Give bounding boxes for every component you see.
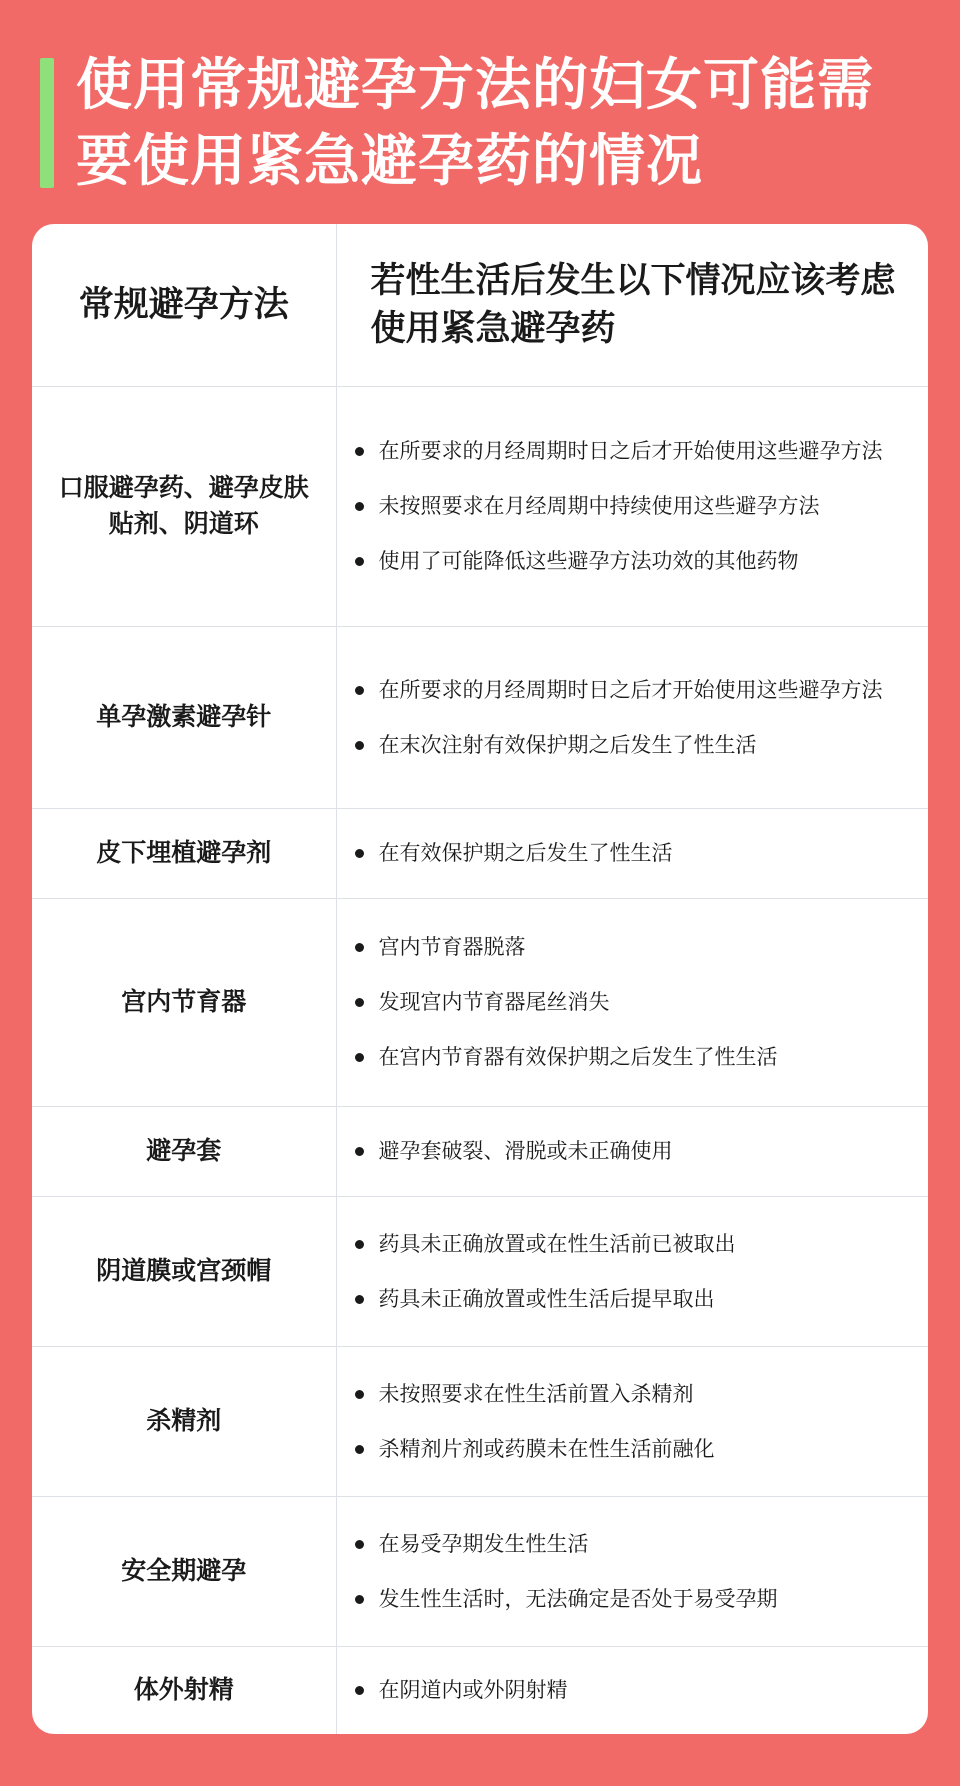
situation-item: 药具未正确放置或性生活后提早取出 [355, 1284, 909, 1314]
situations-cell [336, 386, 928, 626]
situation-list [355, 675, 909, 760]
method-cell: 口服避孕药、避孕皮肤贴剂、阴道环 [32, 386, 336, 626]
table-row [32, 386, 928, 626]
header-method: 常规避孕方法 [32, 224, 336, 386]
table-row [32, 1196, 928, 1346]
table-row [32, 626, 928, 808]
table-row [32, 1106, 928, 1196]
situations-cell [336, 1346, 928, 1496]
method-cell: 阴道膜或宫颈帽 [32, 1196, 336, 1346]
table-row [32, 1496, 928, 1646]
content-card [32, 224, 928, 1734]
situations-cell [336, 1196, 928, 1346]
situation-item: 发生性生活时，无法确定是否处于易受孕期 [355, 1584, 909, 1614]
table-header-row [32, 224, 928, 386]
page-title: 使用常规避孕方法的妇女可能需要使用紧急避孕药的情况 [76, 53, 874, 194]
method-cell: 杀精剂 [32, 1346, 336, 1496]
situation-list [355, 838, 909, 868]
situations-cell [336, 808, 928, 898]
contraception-table [32, 224, 928, 1734]
situations-cell [336, 1106, 928, 1196]
method-cell: 避孕套 [32, 1106, 336, 1196]
situation-item: 在阴道内或外阴射精 [355, 1675, 909, 1705]
situation-list [355, 1675, 909, 1705]
method-cell: 体外射精 [32, 1646, 336, 1734]
situation-item: 杀精剂片剂或药膜未在性生活前融化 [355, 1434, 909, 1464]
title-accent-bar [40, 58, 54, 188]
situation-item: 宫内节育器脱落 [355, 932, 909, 962]
situation-item: 在有效保护期之后发生了性生活 [355, 838, 909, 868]
title-block [40, 48, 920, 198]
situation-item: 在易受孕期发生性生活 [355, 1529, 909, 1559]
situations-cell [336, 626, 928, 808]
situation-item: 避孕套破裂、滑脱或未正确使用 [355, 1136, 909, 1166]
method-cell: 宫内节育器 [32, 898, 336, 1106]
situation-item: 药具未正确放置或在性生活前已被取出 [355, 1229, 909, 1259]
situation-list [355, 1529, 909, 1614]
situation-item: 发现宫内节育器尾丝消失 [355, 987, 909, 1017]
situations-cell [336, 1646, 928, 1734]
situations-cell [336, 898, 928, 1106]
situation-item: 未按照要求在月经周期中持续使用这些避孕方法 [355, 491, 909, 521]
situation-list [355, 1229, 909, 1314]
table-row [32, 1646, 928, 1734]
situation-list [355, 1379, 909, 1464]
situation-item: 在所要求的月经周期时日之后才开始使用这些避孕方法 [355, 675, 909, 705]
situation-item: 使用了可能降低这些避孕方法功效的其他药物 [355, 546, 909, 576]
situation-item: 在所要求的月经周期时日之后才开始使用这些避孕方法 [355, 436, 909, 466]
situation-item: 在末次注射有效保护期之后发生了性生活 [355, 730, 909, 760]
method-cell: 安全期避孕 [32, 1496, 336, 1646]
method-cell: 单孕激素避孕针 [32, 626, 336, 808]
table-row [32, 808, 928, 898]
situations-cell [336, 1496, 928, 1646]
situation-item: 在宫内节育器有效保护期之后发生了性生活 [355, 1042, 909, 1072]
situation-list [355, 1136, 909, 1166]
table-row [32, 898, 928, 1106]
situation-list [355, 436, 909, 576]
method-cell: 皮下埋植避孕剂 [32, 808, 336, 898]
situation-list [355, 932, 909, 1072]
table-row [32, 1346, 928, 1496]
header-situations: 若性生活后发生以下情况应该考虑使用紧急避孕药 [336, 224, 928, 386]
situation-item: 未按照要求在性生活前置入杀精剂 [355, 1379, 909, 1409]
